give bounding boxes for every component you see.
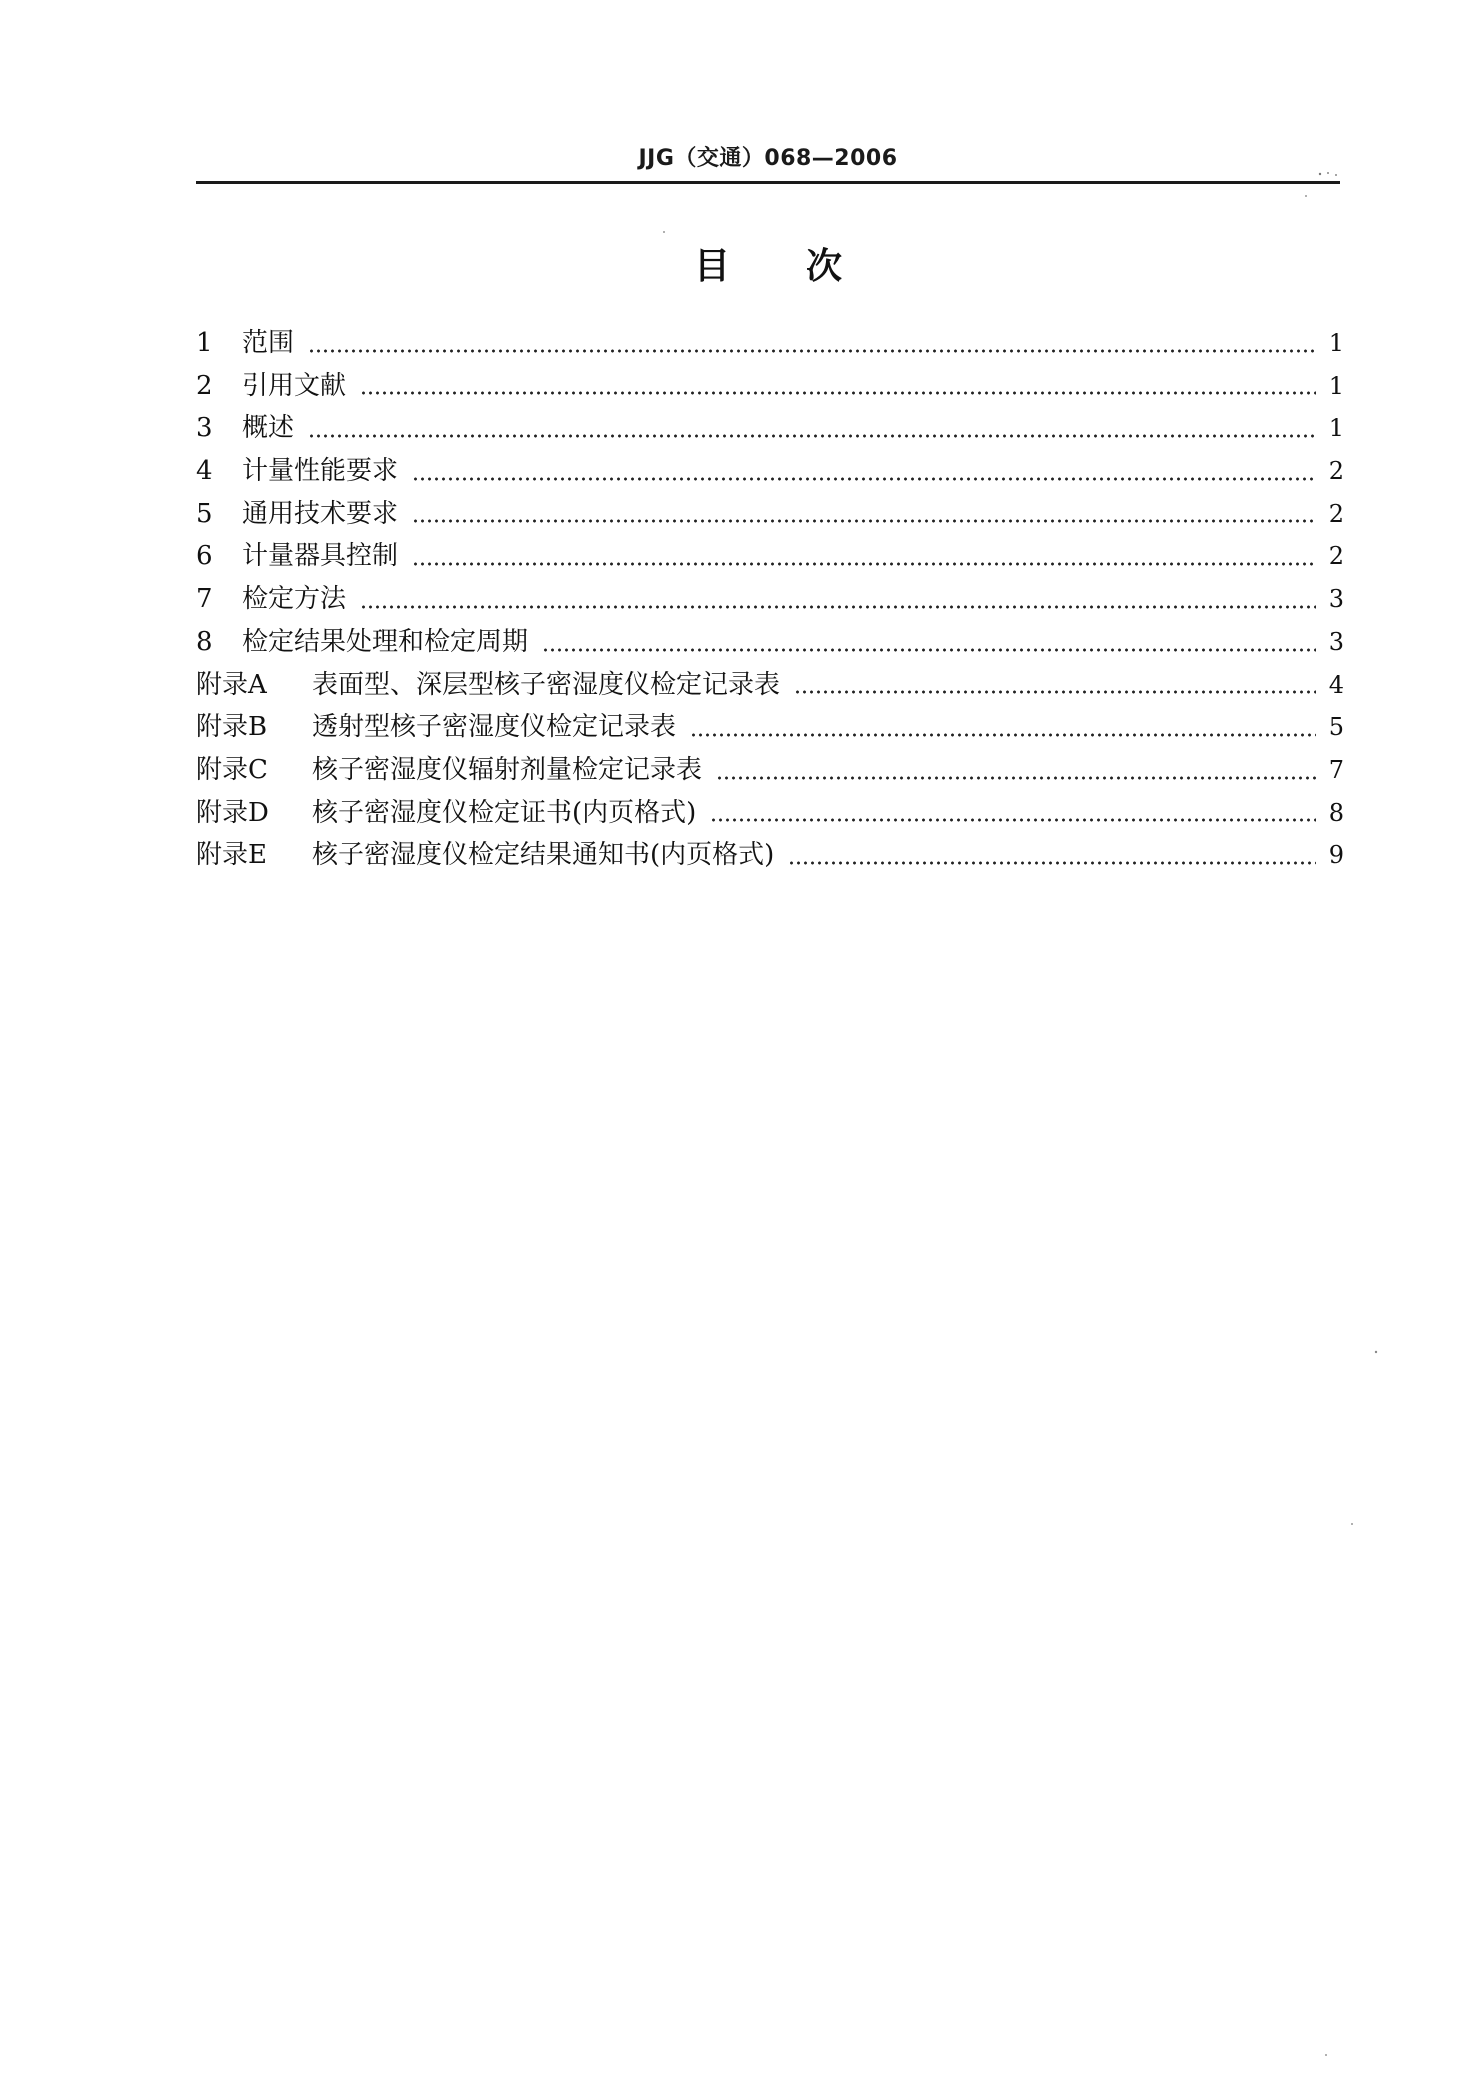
toc-item-page: 2 bbox=[1328, 542, 1344, 571]
toc-list bbox=[196, 322, 1344, 877]
toc-appendix-item bbox=[196, 749, 1344, 792]
toc-item-label: 概述 bbox=[242, 413, 295, 444]
toc-dot-leader bbox=[412, 558, 1316, 570]
toc-item bbox=[196, 493, 1344, 536]
toc-item-number: 5 bbox=[196, 498, 213, 529]
toc-title: 目次 bbox=[693, 246, 918, 287]
toc-item-page: 9 bbox=[1328, 841, 1344, 870]
toc-item-label: 范围 bbox=[242, 328, 295, 358]
toc-appendix-item bbox=[196, 792, 1344, 835]
toc-appendix-item bbox=[196, 706, 1344, 749]
toc-item-page: 1 bbox=[1328, 329, 1344, 357]
toc-item bbox=[196, 621, 1344, 664]
toc-dot-leader bbox=[690, 729, 1316, 741]
toc-item-label: 核子密湿度仪检定结果通知书(内页格式) bbox=[312, 840, 775, 871]
toc-item-label: 核子密湿度仪辐射剂量检定记录表 bbox=[312, 754, 703, 785]
toc-item-page: 8 bbox=[1328, 798, 1344, 827]
toc-item-label: 表面型、深层型核子密湿度仪检定记录表 bbox=[312, 669, 781, 700]
toc-item-number: 附录A bbox=[196, 669, 267, 700]
toc-appendix-item bbox=[196, 664, 1344, 707]
toc-item-label: 计量器具控制 bbox=[242, 541, 399, 572]
toc-item-page: 7 bbox=[1328, 755, 1344, 784]
toc-item-number: 6 bbox=[196, 541, 213, 572]
toc-item-page: 1 bbox=[1328, 414, 1344, 443]
toc-item-page: 2 bbox=[1328, 457, 1344, 486]
toc-item-label: 核子密湿度仪检定证书(内页格式) bbox=[312, 797, 697, 828]
toc-item-number: 1 bbox=[196, 328, 213, 358]
toc-dot-leader bbox=[794, 686, 1316, 698]
toc-item-page: 5 bbox=[1328, 713, 1344, 742]
header-rule bbox=[196, 181, 1340, 184]
toc-item bbox=[196, 322, 1344, 365]
toc-dot-leader bbox=[308, 345, 1316, 357]
toc-item-page: 1 bbox=[1328, 371, 1344, 400]
toc-item-label: 通用技术要求 bbox=[242, 498, 399, 529]
toc-item bbox=[196, 450, 1344, 493]
toc-item-number: 附录D bbox=[196, 797, 269, 828]
toc-item-label: 透射型核子密湿度仪检定记录表 bbox=[312, 712, 677, 743]
toc-item bbox=[196, 578, 1344, 621]
toc-item-number: 附录C bbox=[196, 754, 268, 785]
toc-dot-leader bbox=[716, 772, 1316, 784]
toc-appendix-item bbox=[196, 834, 1344, 877]
toc-item-number: 8 bbox=[196, 626, 213, 657]
toc-item-number: 附录E bbox=[196, 840, 267, 871]
toc-item bbox=[196, 407, 1344, 450]
toc-item-number: 2 bbox=[196, 370, 213, 401]
toc-item-number: 7 bbox=[196, 584, 213, 615]
toc-dot-leader bbox=[360, 387, 1316, 399]
toc-item-label: 计量性能要求 bbox=[242, 456, 399, 487]
toc-dot-leader bbox=[412, 515, 1316, 527]
toc-dot-leader bbox=[788, 857, 1316, 869]
toc-dot-leader bbox=[360, 601, 1316, 613]
toc-item-number: 3 bbox=[196, 413, 213, 444]
toc-item-page: 2 bbox=[1328, 499, 1344, 528]
toc-dot-leader bbox=[308, 430, 1316, 442]
toc-item-page: 3 bbox=[1328, 627, 1344, 656]
toc-item-number: 附录B bbox=[196, 712, 268, 743]
toc-item-number: 4 bbox=[196, 456, 213, 487]
toc-dot-leader bbox=[412, 473, 1316, 485]
toc-dot-leader bbox=[542, 644, 1316, 656]
standard-number-header: JJG（交通）068—2006 bbox=[638, 146, 898, 171]
toc-item-label: 引用文献 bbox=[242, 370, 347, 401]
toc-dot-leader bbox=[710, 814, 1316, 826]
toc-item-page: 4 bbox=[1328, 670, 1344, 699]
toc-item-page: 3 bbox=[1328, 585, 1344, 614]
toc-item-label: 检定方法 bbox=[242, 584, 347, 615]
toc-item bbox=[196, 535, 1344, 578]
toc-item-label: 检定结果处理和检定周期 bbox=[242, 626, 529, 657]
toc-item bbox=[196, 365, 1344, 408]
